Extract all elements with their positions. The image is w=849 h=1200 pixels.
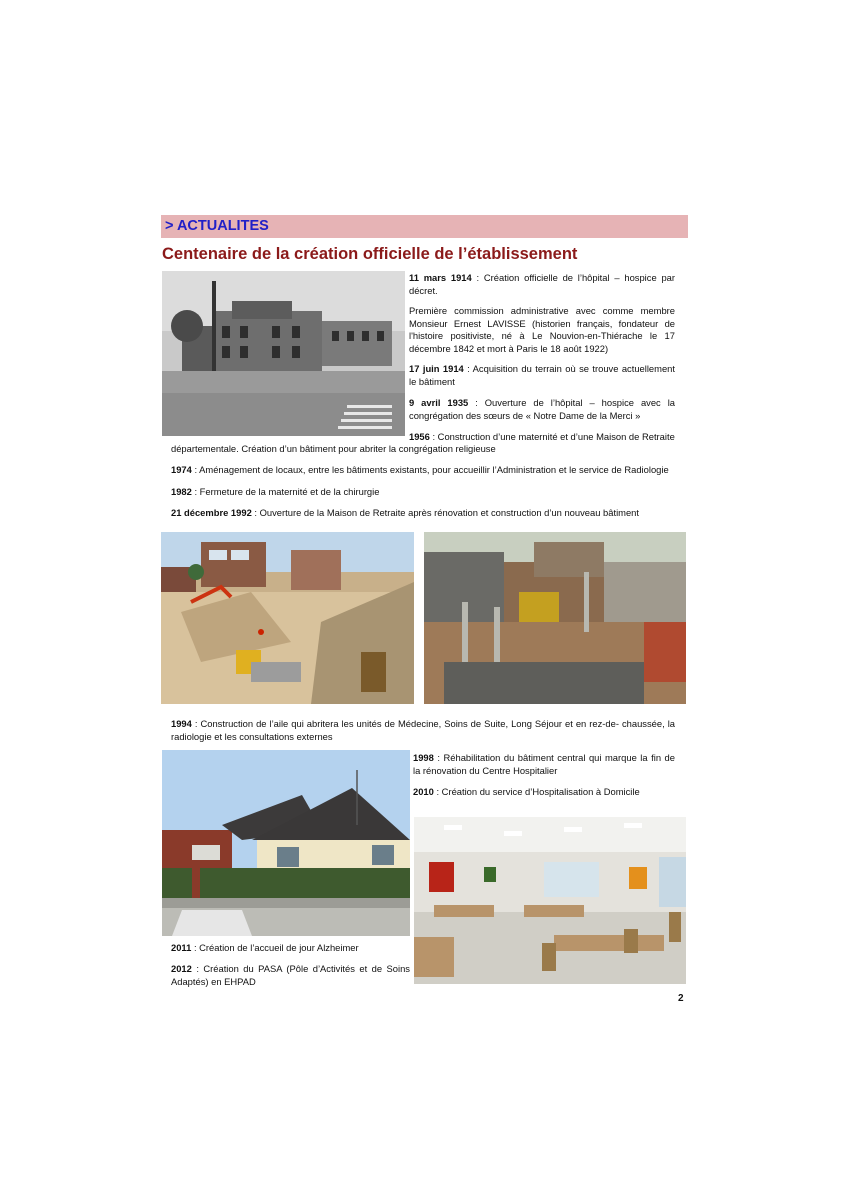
entry-date: 9 avril 1935 xyxy=(409,397,469,408)
photo-demolition-site xyxy=(424,532,686,704)
entry-date: 21 décembre 1992 xyxy=(171,507,252,518)
entry-text: départementale. Création d’un bâtiment pour abriter la congrégation religieuse xyxy=(171,443,496,454)
entry-1935 xyxy=(409,397,675,422)
entry-text: : Acquisition du terrain où se trouve actuellement le bâtiment xyxy=(409,363,675,387)
entry-text: : Création officielle de l’hôpital – hospice par décret. xyxy=(409,272,675,296)
section-banner-label: > ACTUALITES xyxy=(165,218,269,234)
entry-1956 xyxy=(409,431,675,444)
entry-commission xyxy=(409,305,675,355)
entry-text: : Construction de l’aile qui abritera les unités de Médecine, Soins de Suite, Long Séjour et en rez-de- chaussée, la radiologie et les consultations externes xyxy=(171,718,675,742)
entry-date: 2012 xyxy=(171,963,192,974)
entry-text: : Construction d’une maternité et d’une Maison de Retraite xyxy=(429,431,675,442)
entry-1994 xyxy=(171,718,675,743)
entry-date: 2010 xyxy=(413,786,434,797)
entry-text: Première commission administrative avec comme membre Monsieur Ernest LAVISSE (historien français, fondateur de l'histoire positiviste, né à Le Nouvion-en-Thiérache le 17 décembre 1842 et mort à Paris le 18 août 1922) xyxy=(409,305,675,354)
entry-date: 17 juin 1914 xyxy=(409,363,464,374)
entry-2010 xyxy=(413,786,675,799)
entry-date: 1998 xyxy=(413,752,434,763)
entry-1992 xyxy=(171,507,681,520)
page-number: 2 xyxy=(678,993,684,1004)
entry-2012 xyxy=(171,963,410,988)
entry-1998 xyxy=(413,752,675,777)
photo-historic-hospital xyxy=(162,271,405,436)
photo-dining-room xyxy=(414,817,686,984)
entry-date: 1994 xyxy=(171,718,192,729)
entry-date: 1982 xyxy=(171,486,192,497)
entry-text: : Réhabilitation du bâtiment central qui marque la fin de la rénovation du Centre Hospitalier xyxy=(413,752,675,776)
entry-text: : Création du PASA (Pôle d’Activités et de Soins Adaptés) en EHPAD xyxy=(171,963,410,987)
entry-1914-creation xyxy=(409,272,675,297)
entry-1974 xyxy=(171,464,681,477)
entry-date: 2011 xyxy=(171,942,192,953)
entry-1914-terrain xyxy=(409,363,675,388)
section-banner xyxy=(161,215,688,238)
page-title: Centenaire de la création officielle de l’établissement xyxy=(162,245,578,263)
entry-text: : Aménagement de locaux, entre les bâtiments existants, pour accueillir l’Administration et le service de Radiologie xyxy=(191,464,669,475)
entry-date: 1974 xyxy=(171,464,192,475)
entry-text: : Ouverture de l’hôpital – hospice avec la congrégation des sœurs de « Notre Dame de la Merci » xyxy=(409,397,675,421)
entry-date: 11 mars 1914 xyxy=(409,272,472,283)
entry-1982 xyxy=(171,486,681,499)
entry-text: : Création du service d’Hospitalisation à Domicile xyxy=(433,786,640,797)
entry-text: : Fermeture de la maternité et de la chirurgie xyxy=(191,486,380,497)
entry-2011 xyxy=(171,942,411,955)
entry-1956-continued xyxy=(171,443,681,456)
photo-day-care-building xyxy=(162,750,410,936)
entry-text: : Ouverture de la Maison de Retraite après rénovation et construction d’un nouveau bâtiment xyxy=(251,507,640,518)
entry-date: 1956 xyxy=(409,431,430,442)
entry-text: : Création de l’accueil de jour Alzheimer xyxy=(191,942,359,953)
photo-construction-site xyxy=(161,532,414,704)
